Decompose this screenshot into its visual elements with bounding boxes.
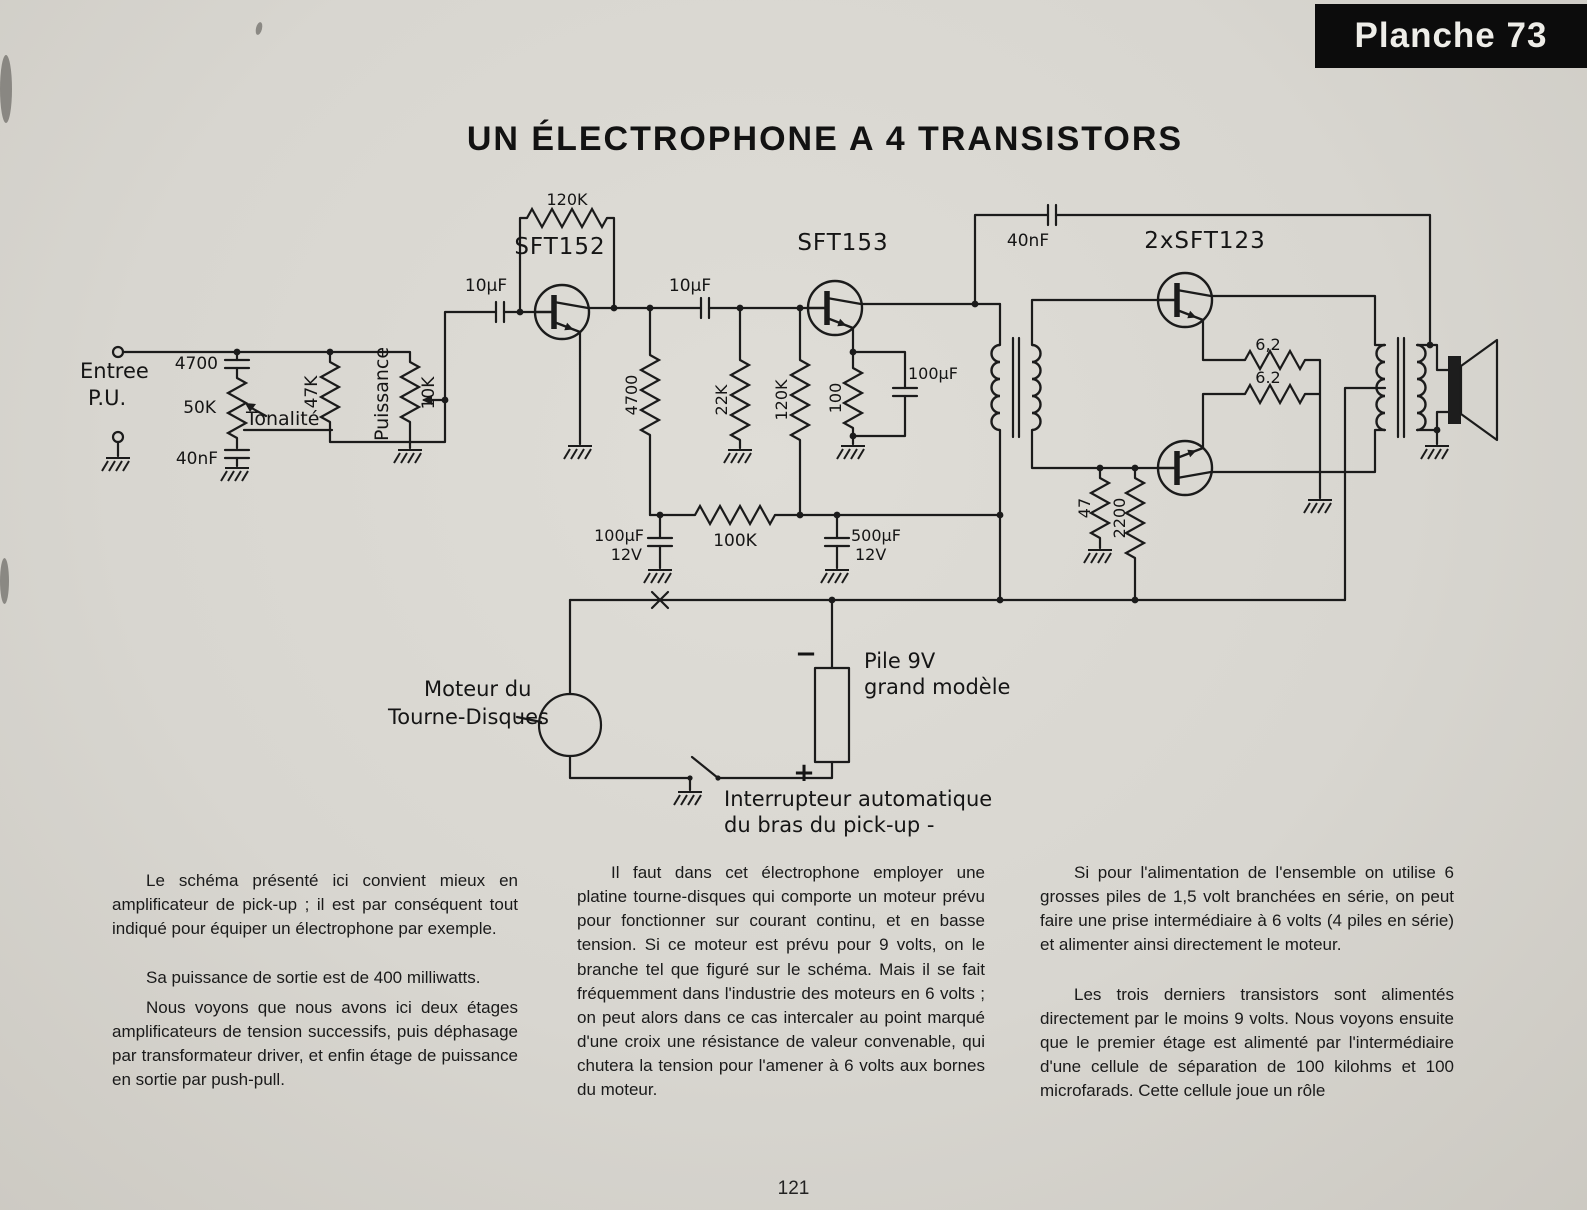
ground-icon <box>837 446 865 459</box>
bias-network <box>1075 465 1144 604</box>
label-moteur-2: Tourne-Disques <box>388 705 549 729</box>
ground-icon <box>564 446 592 459</box>
label-22k: 22K <box>712 384 731 416</box>
resistor-22k <box>731 360 749 440</box>
ground-icon <box>1084 550 1112 563</box>
label-2200: 2200 <box>1110 497 1129 539</box>
label-12v-2: 12V <box>855 545 887 564</box>
label-sft153: SFT153 <box>797 230 889 256</box>
label-120k-fb: 120K <box>546 190 588 209</box>
label-minus: − <box>795 639 817 669</box>
label-50k: 50K <box>183 398 216 418</box>
text-column-2 <box>577 861 985 1102</box>
label-sft152: SFT152 <box>514 234 606 260</box>
label-10uf-2: 10µF <box>668 276 712 296</box>
ground-icon <box>644 570 672 583</box>
text-column-3 <box>1040 861 1454 1103</box>
transistor-sft153 <box>808 281 862 335</box>
resistor-50k <box>228 378 246 438</box>
page-title: UN ÉLECTROPHONE A 4 TRANSISTORS <box>466 120 1184 158</box>
resistor-47k <box>321 362 339 422</box>
label-100: 100 <box>826 382 845 414</box>
output-stage <box>1158 273 1385 600</box>
label-100uf-dec: 100µF <box>594 526 644 545</box>
label-grand-modele: grand modèle <box>864 675 1011 699</box>
junction-dot <box>1097 465 1104 472</box>
label-pile-9v: Pile 9V <box>864 649 936 673</box>
junction-dot <box>442 397 449 404</box>
resistor-120k-feedback <box>527 209 607 227</box>
junction-dot <box>972 301 979 308</box>
input-terminal <box>113 347 123 357</box>
paragraph: Il faut dans cet électrophone employer une platine tourne-disques qui comporte un moteur prévu pour fonctionner sur courant continu, et en basse tension. Si ce moteur est prévu pour 9 volts, on le branche tel que figuré sur le schéma. Mais il se fait fréquemment dans l'industrie des moteurs en 6 volts ; on peut alors dans ce cas intercaler au point marqué d'une croix une résistance de valeur convenable, qui chutera la tension pour l'amener à 6 volts aux bornes du moteur. <box>577 863 985 1100</box>
resistor-6.2b <box>1245 385 1305 403</box>
battery <box>815 668 849 762</box>
switch-contact <box>715 775 720 780</box>
junction-dot <box>1132 465 1139 472</box>
label-10k: 10K <box>419 376 439 410</box>
ground-icon <box>1304 500 1332 513</box>
label-4700-2: 4700 <box>622 374 641 416</box>
paragraph: Les trois derniers transistors sont alimentés directement par le moins 9 volts. Nous voyons ensuite que le premier étage est alimenté par l'intermédiaire d'une cellule de séparation de 100 kilohms et 100 microfarads. Cette cellule joue un rôle <box>1040 984 1454 1100</box>
junction-dot <box>1434 427 1441 434</box>
transistor-sft123-bottom <box>1158 441 1212 495</box>
potentiometer-10k <box>401 362 419 422</box>
output-transformer-speaker <box>1377 338 1498 459</box>
first-stage <box>465 190 808 459</box>
label-6,2: 6,2 <box>1255 335 1281 354</box>
junction-dot <box>797 305 804 312</box>
paragraph: Sa puissance de sortie est de 400 milliwatts. <box>146 968 481 988</box>
label-47: 47 <box>1075 497 1094 519</box>
paragraph: Le schéma présenté ici convient mieux en amplificateur de pick-up ; il est par conséquent tout indiqué pour équiper un électrophone par exemple. <box>112 871 518 939</box>
label-tonalite: Tonalité <box>246 408 320 430</box>
transistor-sft152 <box>535 285 589 339</box>
label-500uf: 500µF <box>851 526 901 545</box>
text-column-1 <box>112 869 518 1092</box>
ground-icon <box>724 450 752 463</box>
label-plus: + <box>793 758 815 788</box>
junction-dot <box>611 305 618 312</box>
transformer-primary-coil <box>992 345 1001 430</box>
junction-dot <box>327 349 334 356</box>
junction-dot <box>657 512 664 519</box>
input-section <box>80 312 496 481</box>
junction-dot <box>797 512 804 519</box>
resistor-4700 <box>641 355 659 435</box>
ground-icon <box>102 458 130 471</box>
label-100uf: 100µF <box>908 364 958 383</box>
resistor-100k <box>695 506 775 524</box>
paragraph: Nous voyons que nous avons ici deux étages amplificateurs de tension successifs, puis déphasage par transformateur driver, et enfin étage de puissance en sortie par push-pull. <box>112 997 518 1089</box>
capacitor <box>496 302 504 322</box>
page-number: 121 <box>777 1178 810 1199</box>
output-secondary-coil <box>1417 345 1426 430</box>
label-pu: P.U. <box>88 386 127 410</box>
plate-number: Planche 73 <box>1315 4 1587 68</box>
transistor-sft123-top <box>1158 273 1212 327</box>
ground-icon <box>221 468 249 481</box>
junction-dot <box>834 512 841 519</box>
ground-icon <box>821 570 849 583</box>
junction-dot <box>850 349 857 356</box>
transformer-secondary-coil <box>1032 345 1041 430</box>
ground-icon <box>1421 446 1449 459</box>
ground-icon <box>394 450 422 463</box>
junction-dot <box>737 305 744 312</box>
input-terminal <box>113 432 123 442</box>
label-120k: 120K <box>772 379 791 421</box>
junction-dot <box>850 433 857 440</box>
label-moteur-1: Moteur du <box>424 677 532 701</box>
resistor-120k <box>791 360 809 440</box>
junction-dot <box>1427 342 1434 349</box>
switch-contact <box>687 775 692 780</box>
label-entree: Entree <box>80 359 149 383</box>
wires <box>1000 300 1158 600</box>
paragraph: Si pour l'alimentation de l'ensemble on utilise 6 grosses piles de 1,5 volt branchées en série, on peut faire une prise intermédiaire à 6 volts (4 piles en série) et alimenter ainsi directement le moteur. <box>1040 863 1454 955</box>
ground-icon <box>674 792 702 805</box>
label-2xsft123: 2xSFT123 <box>1144 228 1266 254</box>
label-100k: 100K <box>713 531 757 551</box>
motor-battery-section <box>387 600 1010 837</box>
resistor-100 <box>844 368 862 428</box>
supply-rails <box>570 506 1345 608</box>
label-40nf: 40nF <box>175 449 218 469</box>
wires <box>1203 296 1385 600</box>
label-6.2: 6.2 <box>1255 368 1281 387</box>
label-12v: 12V <box>610 545 642 564</box>
label-interrupteur-2: du bras du pick-up - <box>724 813 935 837</box>
label-puissance: Puissance <box>371 346 393 442</box>
speaker-magnet <box>1448 356 1461 424</box>
label-10uf: 10µF <box>464 276 508 296</box>
junction-dot <box>517 309 524 316</box>
label-47k: 47K <box>302 375 322 409</box>
label-40nf-top: 40nF <box>1006 231 1050 251</box>
speaker-cone <box>1461 340 1497 440</box>
label-interrupteur-1: Interrupteur automatique <box>724 787 993 811</box>
junction-dot <box>234 349 241 356</box>
wires <box>570 515 1345 600</box>
label-4700: 4700 <box>174 354 218 374</box>
junction-dot <box>647 305 654 312</box>
